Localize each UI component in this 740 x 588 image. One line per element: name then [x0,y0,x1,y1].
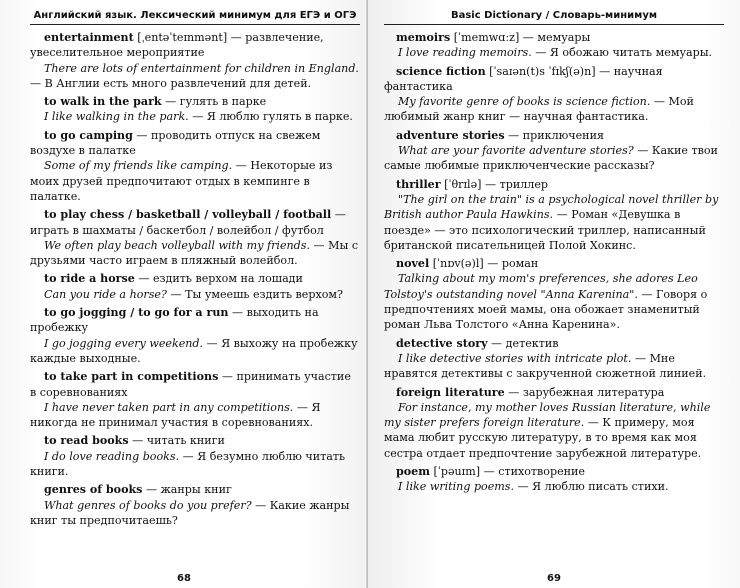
dictionary-entry [384,177,724,253]
entry-translation: — играть в шахматы / баскетбол / волейбол / футбол [30,208,346,237]
entry-example: I go jogging every weekend. [44,336,204,350]
entry-example-translation: — Некоторые из моих друзей предпочитают отдых в кемпинге в палатке. [30,159,333,203]
entry-example-translation: — Мне нравятся детективы с закрученной сюжетной линией. [384,351,707,381]
left-page [0,0,368,588]
dictionary-entry [384,336,724,382]
entry-ipa: [ˈθrɪlə] [440,177,482,191]
right-page-number: 69 [547,573,561,584]
entry-translation: — триллер [481,177,549,191]
entry-example-translation: — Я никогда не принимал участия в соревнованиях. [30,400,321,430]
entry-translation: — развлечение, увеселительное мероприятие [30,31,324,60]
entry-translation: — жанры книг [142,483,232,497]
dictionary-entry [30,94,360,125]
dictionary-entry [384,464,724,495]
entry-example: Talking about my mom's preferences, she adores Leo Tolstoy's outstanding novel "Anna Karenina". [384,272,698,301]
entry-term: to play chess / basketball / volleyball / football [44,208,332,222]
entry-example: I do love reading books. [44,449,180,463]
entry-example-translation: — Я обожаю читать мемуары. [531,46,713,60]
entry-term: science fiction [396,64,486,78]
entry-example: What genres of books do you prefer? [44,498,252,512]
dictionary-entry [30,271,360,302]
dictionary-entry [30,128,360,204]
entry-term: to walk in the park [44,95,162,109]
entry-example: I like writing poems. [398,480,515,494]
entry-translation: — принимать участие в соревнованиях [30,370,351,399]
entry-term: thriller [396,177,441,191]
entry-term: to take part in competitions [44,370,219,384]
dictionary-entry [384,128,724,174]
entry-translation: — выходить на пробежку [30,306,319,335]
dictionary-entry [384,64,724,125]
entry-example: Can you ride a horse? [44,287,167,301]
left-entries [30,30,360,528]
entry-term: novel [396,257,430,271]
entry-term: genres of books [44,483,143,497]
entry-term: entertainment [44,31,134,44]
entry-example-translation: — Я безумно люблю читать книги. [30,449,346,479]
dictionary-entry [30,433,360,479]
entry-example-translation: — Мы с друзьями часто играем в пляжный волейбол. [30,238,359,268]
dictionary-entry [384,385,724,461]
entry-example: I have never taken part in any competitions. [44,400,294,414]
entry-term: to go camping [44,128,133,142]
entry-example: We often play beach volleyball with my friends. [44,238,310,252]
entry-ipa: [ˈpəuɪm] [429,465,481,479]
entry-ipa: [ˈnɒv(ə)l] [429,257,484,271]
entry-translation: — проводить отпуск на свежем воздухе в палатке [30,128,321,158]
entry-example: I love reading memoirs. [398,46,532,60]
entry-example-translation: — Мой любимый жанр книг — научная фантастика. [384,95,694,124]
entry-example: What are your favorite adventure stories? [398,144,634,158]
entry-ipa: [ˈmemwɑːz] [450,31,520,44]
entry-ipa: [ˈsaɪən(t)s ˈfɪkʃ(ə)n] [485,64,596,78]
entry-example: Some of my friends like camping. [44,159,233,173]
entry-translation: — ездить верхом на лошади [134,272,303,286]
dictionary-entry [30,482,360,528]
dictionary-entry [384,30,724,61]
entry-example-translation: — Ты умеешь ездить верхом? [166,287,343,301]
entry-translation: — зарубежная литература [504,385,665,399]
entry-example-translation: — Какие твои самые любимые приключенческие рассказы? [384,144,718,173]
entry-term: memoirs [396,31,451,44]
entry-translation: — детектив [487,336,559,350]
entry-example-translation: — Я выхожу на пробежку каждые выходные. [30,336,358,365]
entry-translation: — роман [483,257,539,271]
dictionary-entry [30,369,360,430]
entry-example: For instance, my mother loves Russian literature, while my sister prefers foreign literature. [384,400,711,430]
entry-translation: — мемуары [519,31,591,44]
entry-example-translation: — Я люблю гулять в парке. [188,110,353,124]
entry-example: I like detective stories with intricate plot. [398,351,632,365]
entry-term: to go jogging / to go for a run [44,306,229,320]
entry-translation: — приключения [504,128,604,142]
left-running-header: Английский язык. Лексический минимум для ЕГЭ и ОГЭ [30,10,360,25]
entry-example-translation: — К примеру, моя мама любит русскую литературу, в то время как моя сестра отдает предпочтение зарубежной литературе. [384,416,702,460]
entry-translation: — научная фантастика [384,64,663,93]
entry-example: "The girl on the train" is a psychological novel thriller by British author Paula Hawkins. [384,192,719,222]
entry-example-translation: — Роман «Девушка в поезде» — это психологический триллер, написанный британской писательницей Полой Хокинс. [384,208,706,252]
entry-translation: — стихотворение [480,465,585,479]
dictionary-entry [30,305,360,366]
dictionary-entry [30,30,360,91]
right-running-header: Basic Dictionary / Словарь-минимум [384,10,724,25]
entry-translation: — читать книги [128,434,225,448]
entry-example: I like walking in the park. [44,110,189,124]
dictionary-entry [384,256,724,332]
entry-term: foreign literature [396,385,505,399]
entry-term: detective story [396,336,488,350]
entry-example: There are lots of entertainment for children in England. [44,61,359,75]
entry-term: adventure stories [396,128,505,142]
entry-example-translation: — В Англии есть много развлечений для детей. [30,76,312,90]
entry-example-translation: — Я люблю писать стихи. [514,480,669,494]
right-entries [384,30,724,495]
right-page [368,0,740,588]
entry-term: to read books [44,434,129,448]
entry-term: poem [396,465,430,479]
left-page-number: 68 [177,573,191,584]
entry-example-translation: — Какие жанры книг ты предпочитаешь? [30,498,350,527]
entry-example-translation: — Говоря о предпочтениях моей мамы, она обожает знаменитый роман Льва Толстого «Анна Каренина». [384,287,708,332]
entry-ipa: [ˌentəˈteɪnmənt] [133,31,228,44]
dictionary-entry [30,207,360,268]
entry-term: to ride a horse [44,272,135,286]
entry-translation: — гулять в парке [161,95,267,109]
entry-example: My favorite genre of books is science fiction. [398,95,651,109]
